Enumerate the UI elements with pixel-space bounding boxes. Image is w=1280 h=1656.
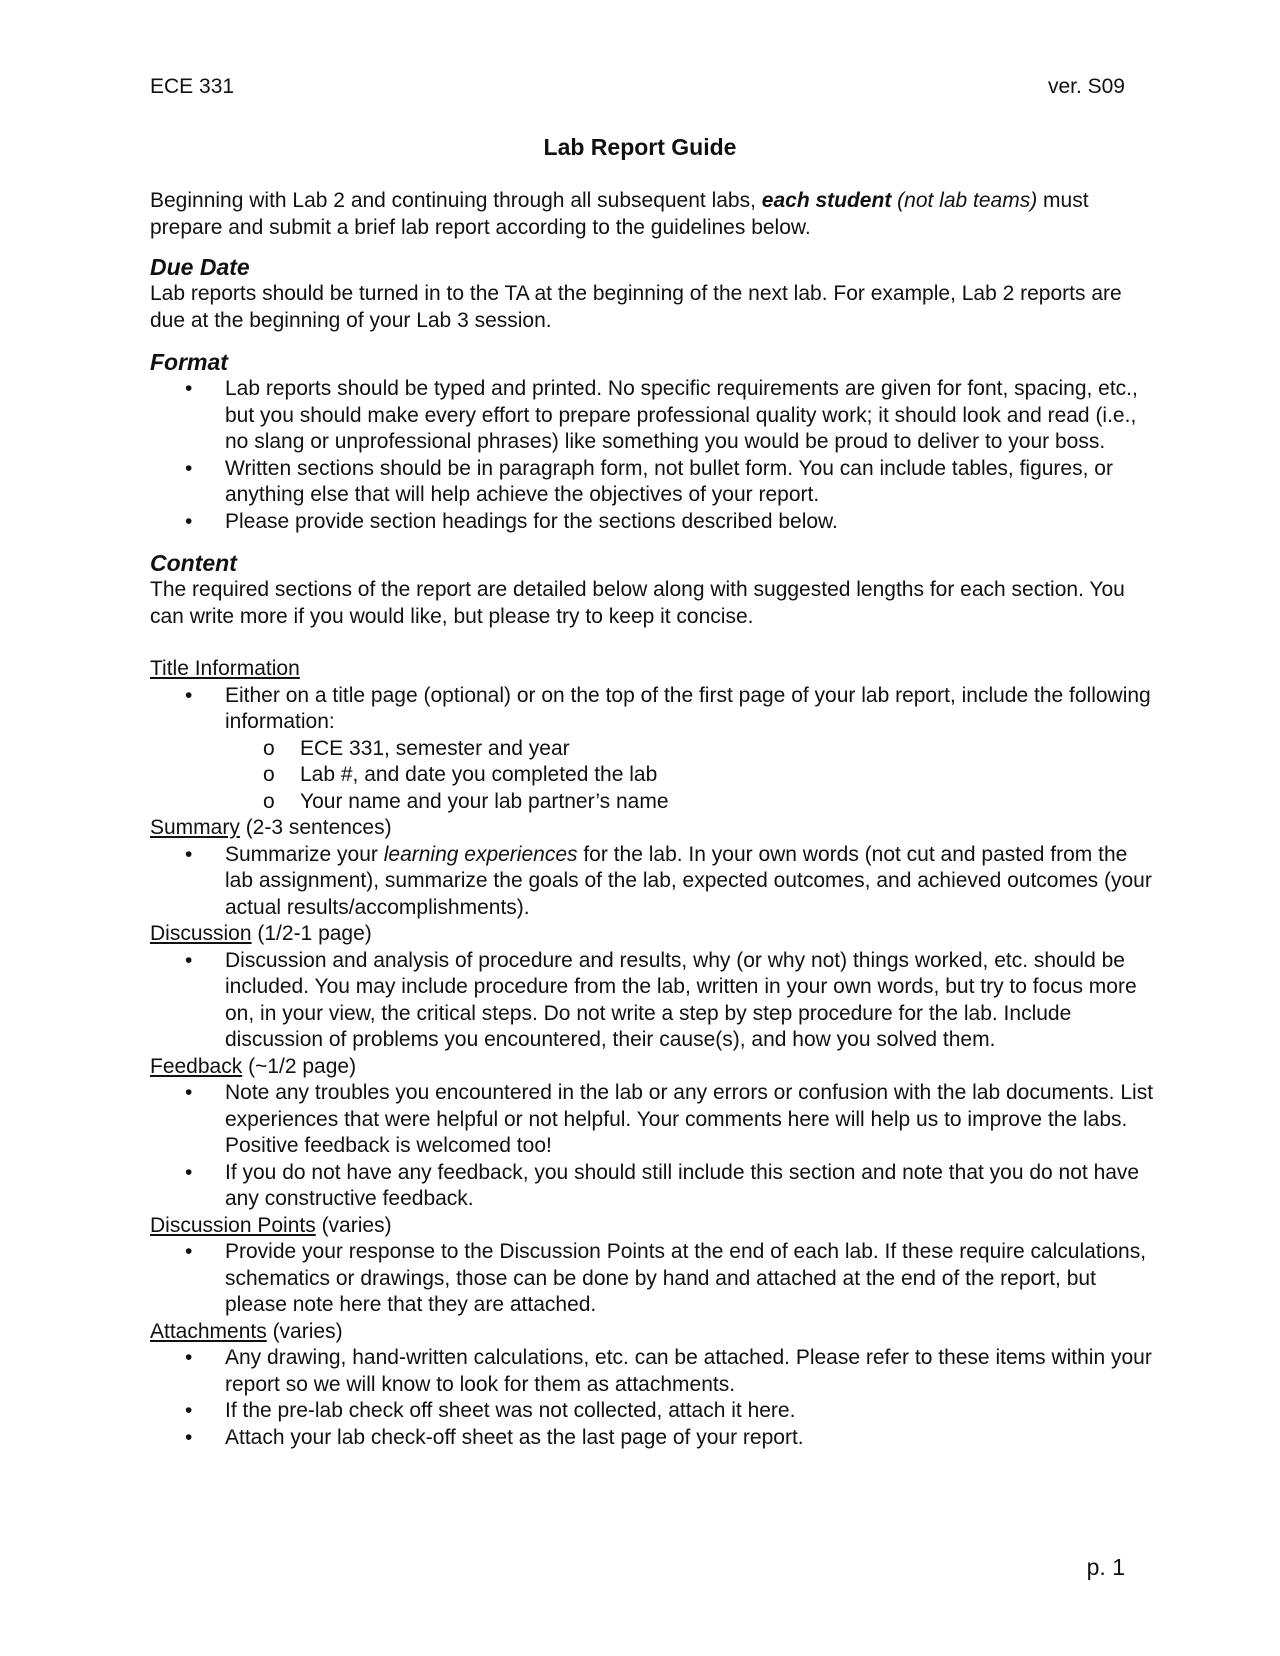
page-title: Lab Report Guide (543, 134, 737, 160)
summary-section-label (150, 815, 1160, 842)
discussion-section-label (150, 921, 1160, 948)
title-info-list (150, 683, 1160, 736)
list-item: • Discussion and analysis of procedure and results, why (or why not) things worked, etc. should be included. You may include procedure from the lab, written in your own words, but try to focus more on, in your view, the critical steps. Do not write a step by step procedure for the lab. Include discussion of problems you encountered, their cause(s), and how you solved them. (150, 948, 1160, 1054)
section-length: (~1/2 page) (242, 1054, 357, 1078)
section-label: Feedback (150, 1054, 243, 1078)
summary-emphasis: learning experiences (383, 842, 578, 866)
intro-emphasis-italic: (not lab teams) (897, 189, 1038, 212)
section-length: (1/2-1 page) (251, 922, 372, 945)
course-header: ECE 331 (150, 75, 235, 98)
section-length: (varies) (315, 1213, 392, 1237)
list-item (150, 842, 1160, 922)
intro-text-end: must prepare and submit a brief lab report according to the guidelines below. (150, 189, 1089, 239)
content-heading: Content (150, 550, 237, 576)
sub-list-item: o Lab #, and date you completed the lab (150, 762, 1160, 789)
feedback-list (150, 1080, 1160, 1213)
section-label: Attachments (150, 1319, 267, 1343)
list-item: • If the pre-lab check off sheet was not collected, attach it here. (150, 1398, 1160, 1425)
summary-list (150, 842, 1160, 922)
list-item: • Please provide section headings for the sections described below. (150, 509, 1160, 536)
list-item: • Attach your lab check-off sheet as the last page of your report. (150, 1425, 1160, 1452)
sub-list-item: o Your name and your lab partner’s name (150, 789, 1160, 816)
document-body (150, 188, 1160, 1451)
section-label: Summary (150, 816, 240, 839)
attachments-list (150, 1345, 1160, 1451)
list-item: • Any drawing, hand-written calculations, etc. can be attached. Please refer to these items within your report so we will know to look for them as attachments. (150, 1345, 1160, 1398)
section-label: Discussion Points (150, 1213, 316, 1237)
title-info-section-label (150, 656, 1160, 683)
list-item: • Written sections should be in paragraph form, not bullet form. You can include tables, figures, or anything else that will help achieve the objectives of your report. (150, 456, 1160, 509)
page-number: p. 1 (1086, 1554, 1125, 1580)
intro-emphasis-bold: each student (761, 189, 892, 212)
summary-text-end: for the lab. In your own words (not cut and pasted from the lab assignment), summarize the goals of the lab, expected outcomes, and achieved outcomes (your actual results/accomplishments). (225, 842, 1152, 919)
section-label: Discussion (150, 922, 252, 945)
version-header: ver. S09 (1047, 75, 1125, 98)
section-length: (2-3 sentences) (239, 816, 392, 839)
list-item: • Either on a title page (optional) or on the top of the first page of your lab report, include the following information: (150, 683, 1160, 736)
feedback-section-label (150, 1054, 1160, 1081)
section-label: Title Information (150, 657, 300, 680)
intro-paragraph (150, 188, 1160, 241)
format-list (150, 376, 1160, 535)
section-length: (varies) (266, 1319, 343, 1343)
discussion-list (150, 948, 1160, 1054)
title-info-sublist (150, 736, 1160, 816)
content-text: The required sections of the report are detailed below along with suggested lengths for each section. You can write more if you would like, but please try to keep it concise. (150, 578, 1125, 628)
list-item: • If you do not have any feedback, you should still include this section and note that you do not have any constructive feedback. (150, 1160, 1160, 1213)
discussion-points-list (150, 1239, 1160, 1319)
summary-text: Summarize your (225, 842, 384, 866)
intro-text: Beginning with Lab 2 and continuing through all subsequent labs, (150, 189, 762, 212)
due-date-heading: Due Date (150, 254, 250, 280)
list-item: • Provide your response to the Discussion Points at the end of each lab. If these require calculations, schematics or drawings, those can be done by hand and attached at the end of the report, but please note here that they are attached. (150, 1239, 1160, 1319)
sub-list-item: o ECE 331, semester and year (150, 736, 1160, 763)
blank-line (150, 630, 1160, 656)
list-item: • Lab reports should be typed and printed. No specific requirements are given for font, spacing, etc., but you should make every effort to prepare professional quality work; it should look and read (i.e., no slang or unprofessional phrases) like something you would be proud to deliver to your boss. (150, 376, 1160, 456)
format-heading: Format (150, 349, 228, 375)
due-date-text: Lab reports should be turned in to the TA at the beginning of the next lab. For example, Lab 2 reports are due at the beginning of your Lab 3 session. (150, 282, 1122, 332)
list-item: • Note any troubles you encountered in the lab or any errors or confusion with the lab documents. List experiences that were helpful or not helpful. Your comments here will help us to improve the labs. Positive feedback is welcomed too! (150, 1080, 1160, 1160)
discussion-points-section-label (150, 1213, 1160, 1240)
attachments-section-label (150, 1319, 1160, 1346)
